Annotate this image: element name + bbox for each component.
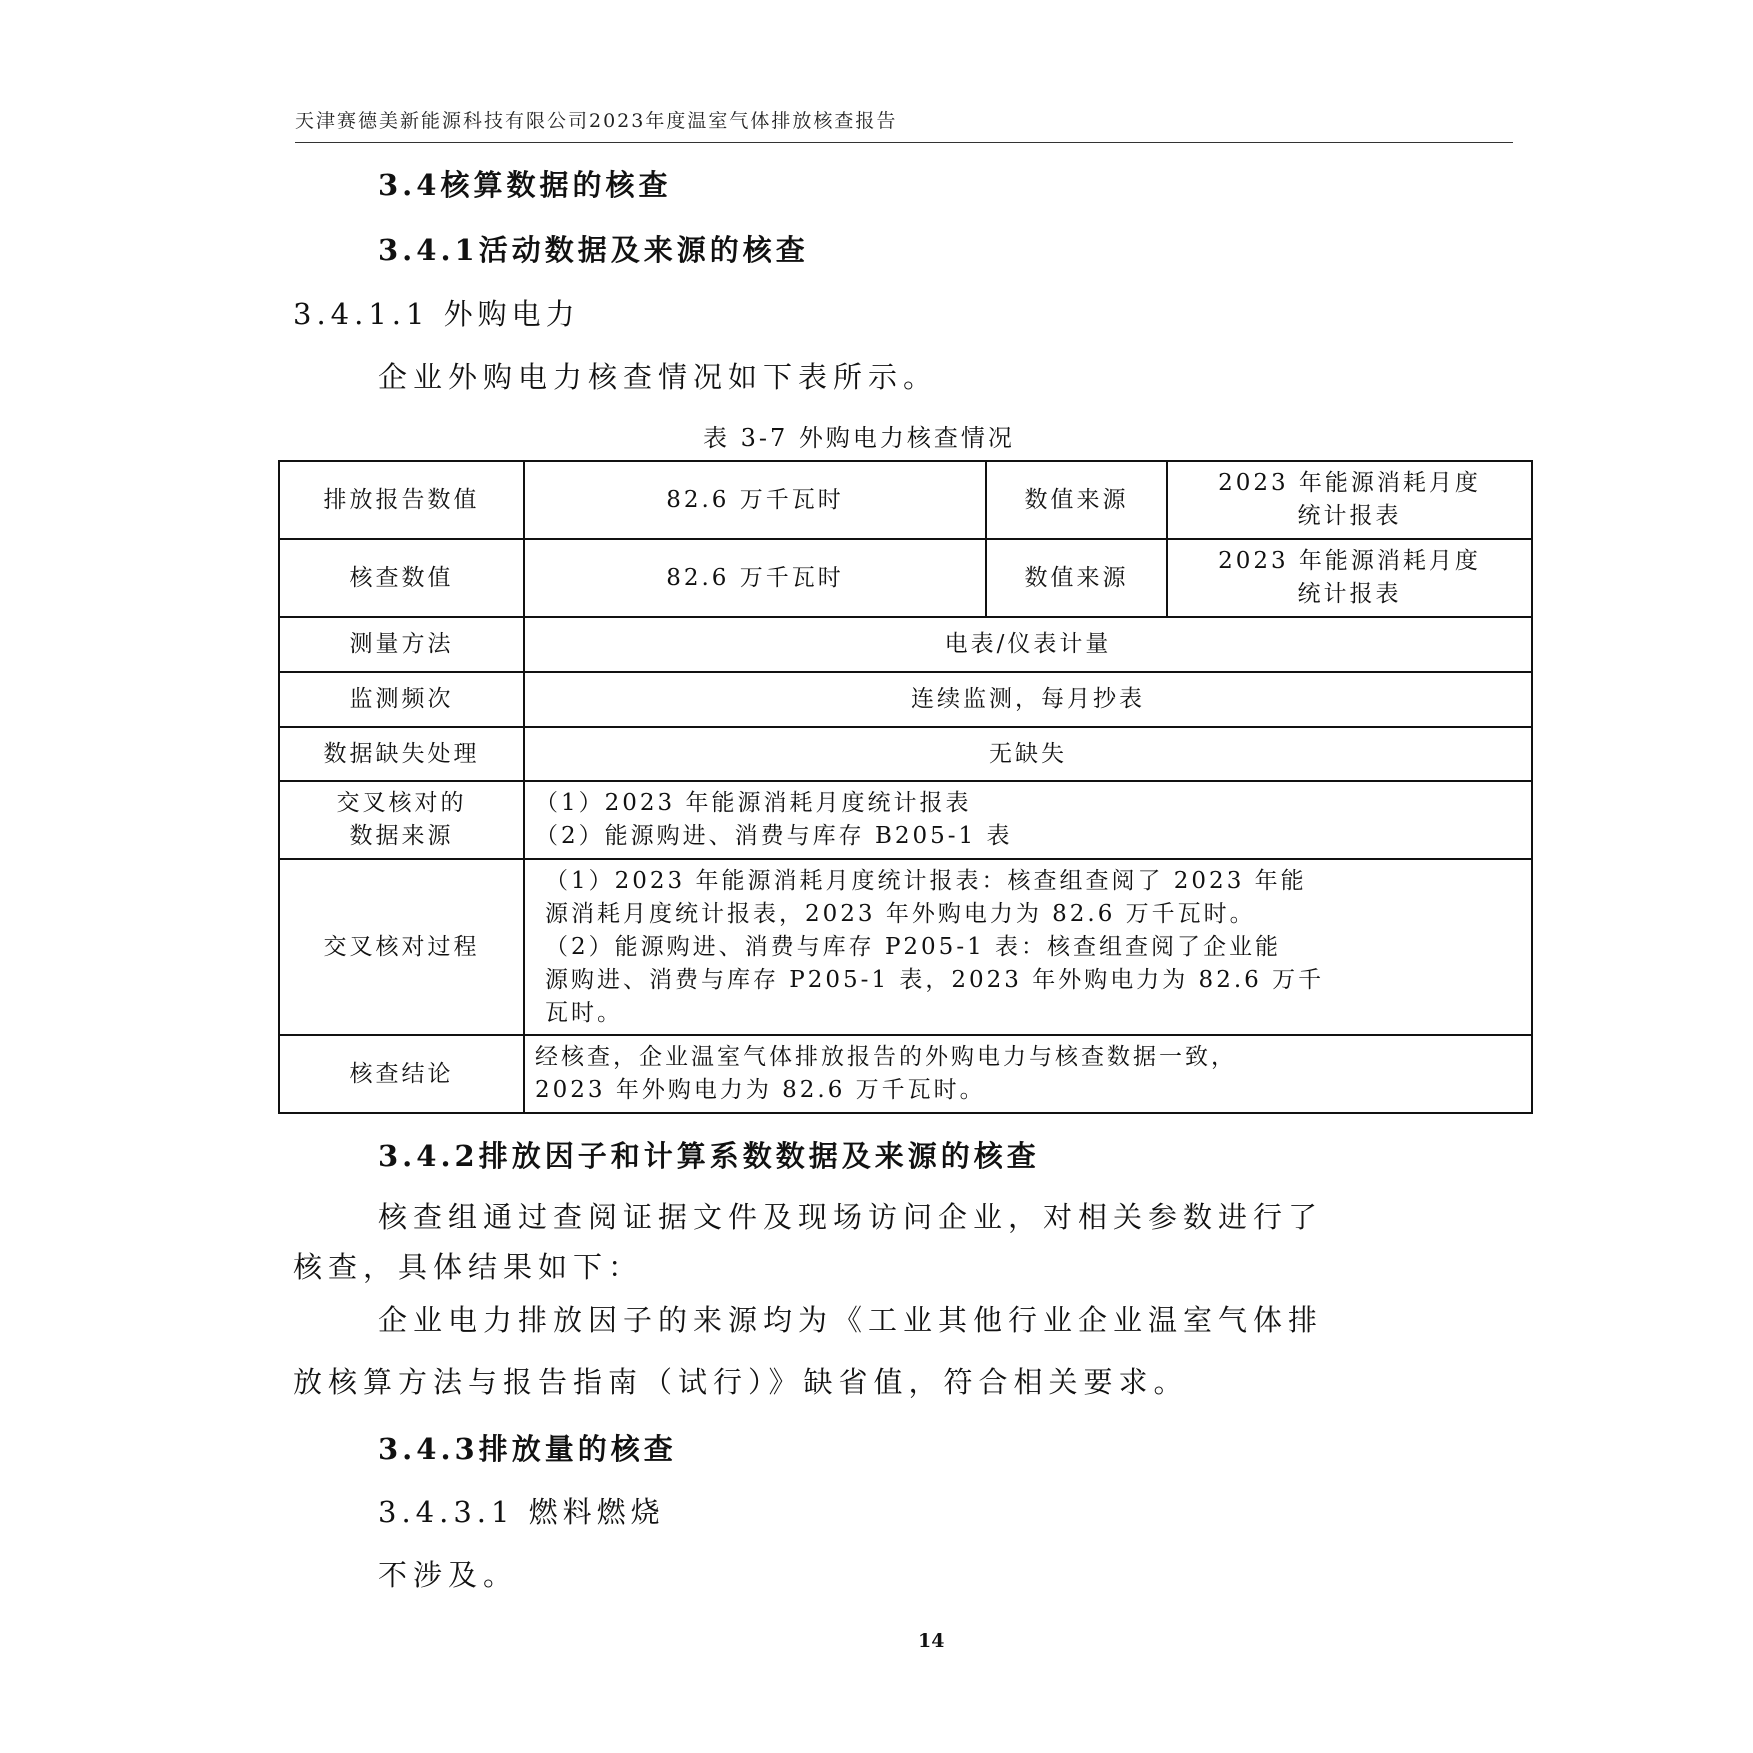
cell-reported-source-label: 数值来源	[986, 461, 1167, 539]
cross-process-line-5: 瓦时。	[545, 999, 623, 1026]
cell-cross-process-value	[524, 859, 1532, 1035]
cell-missing-label: 数据缺失处理	[279, 727, 524, 781]
cross-process-line-2: 源消耗月度统计报表，2023 年外购电力为 82.6 万千瓦时。	[545, 900, 1256, 927]
table-caption: 表 3-7 外购电力核查情况	[703, 424, 1015, 452]
table-row-verified	[279, 539, 1532, 617]
cell-frequency-value: 连续监测，每月抄表	[524, 672, 1532, 727]
cell-reported-source	[1167, 461, 1532, 539]
cell-verified-value: 82.6 万千瓦时	[524, 539, 986, 617]
table-row-frequency	[279, 672, 1532, 727]
table-row-conclusion	[279, 1035, 1532, 1113]
cell-reported-value: 82.6 万千瓦时	[524, 461, 986, 539]
intro-paragraph: 企业外购电力核查情况如下表所示。	[378, 360, 939, 394]
heading-3-4-3: 3.4.3排放量的核查	[378, 1432, 677, 1466]
heading-3-4-1-1: 3.4.1.1 外购电力	[293, 297, 580, 331]
paragraph-3-4-2-b-line1: 企业电力排放因子的来源均为《工业其他行业企业温室气体排	[378, 1303, 1324, 1337]
cell-cross-sources-value	[524, 781, 1532, 859]
cell-verified-source-label: 数值来源	[986, 539, 1167, 617]
table-row-reported	[279, 461, 1532, 539]
table-row-method	[279, 617, 1532, 672]
cell-verified-source	[1167, 539, 1532, 617]
cell-conclusion-label: 核查结论	[279, 1035, 524, 1113]
cross-process-line-1: （1）2023 年能源消耗月度统计报表：核查组查阅了 2023 年能	[545, 867, 1307, 894]
cell-method-label: 测量方法	[279, 617, 524, 672]
table-row-cross-sources	[279, 781, 1532, 859]
cell-reported-source-line2: 统计报表	[1297, 503, 1402, 529]
cell-reported-source-line1: 2023 年能源消耗月度	[1218, 470, 1481, 496]
cell-cross-sources-label-line2: 数据来源	[349, 823, 454, 849]
cross-process-line-3: （2）能源购进、消费与库存 P205-1 表：核查组查阅了企业能	[545, 933, 1282, 960]
table-row-cross-process	[279, 859, 1532, 1035]
cell-cross-sources-label	[279, 781, 524, 859]
not-applicable-text: 不涉及。	[378, 1558, 519, 1592]
page-number: 14	[918, 1630, 945, 1652]
cell-frequency-label: 监测频次	[279, 672, 524, 727]
document-header-title: 天津赛德美新能源科技有限公司2023年度温室气体排放核查报告	[295, 110, 898, 132]
cell-conclusion-value	[524, 1035, 1532, 1113]
cell-missing-value: 无缺失	[524, 727, 1532, 781]
paragraph-3-4-2-a-line1: 核查组通过查阅证据文件及现场访问企业，对相关参数进行了	[378, 1200, 1324, 1234]
heading-3-4: 3.4核算数据的核查	[378, 168, 672, 202]
heading-3-4-1: 3.4.1活动数据及来源的核查	[378, 233, 809, 267]
cell-verified-source-line2: 统计报表	[1297, 581, 1402, 607]
cross-source-item-2: （2）能源购进、消费与库存 B205-1 表	[535, 823, 1013, 849]
conclusion-line-1: 经核查，企业温室气体排放报告的外购电力与核查数据一致，	[535, 1044, 1237, 1070]
cell-cross-process-label: 交叉核对过程	[279, 859, 524, 1035]
cell-verified-source-line1: 2023 年能源消耗月度	[1218, 548, 1481, 574]
heading-3-4-3-1: 3.4.3.1 燃料燃烧	[378, 1495, 665, 1529]
paragraph-3-4-2-b-line2: 放核算方法与报告指南（试行）》缺省值，符合相关要求。	[293, 1365, 1189, 1399]
cross-process-line-4: 源购进、消费与库存 P205-1 表，2023 年外购电力为 82.6 万千	[545, 966, 1325, 993]
cross-source-item-1: （1）2023 年能源消耗月度统计报表	[535, 790, 972, 816]
table-row-missing	[279, 727, 1532, 781]
conclusion-line-2: 2023 年外购电力为 82.6 万千瓦时。	[535, 1077, 986, 1103]
heading-3-4-2: 3.4.2排放因子和计算系数数据及来源的核查	[378, 1139, 1040, 1173]
paragraph-3-4-2-a-line2: 核查，具体结果如下：	[293, 1250, 644, 1284]
cell-method-value: 电表/仪表计量	[524, 617, 1532, 672]
cell-reported-label: 排放报告数值	[279, 461, 524, 539]
purchased-electricity-table	[278, 460, 1533, 1114]
cell-cross-sources-label-line1: 交叉核对的	[336, 790, 467, 816]
cell-verified-label: 核查数值	[279, 539, 524, 617]
header-divider	[295, 142, 1513, 143]
